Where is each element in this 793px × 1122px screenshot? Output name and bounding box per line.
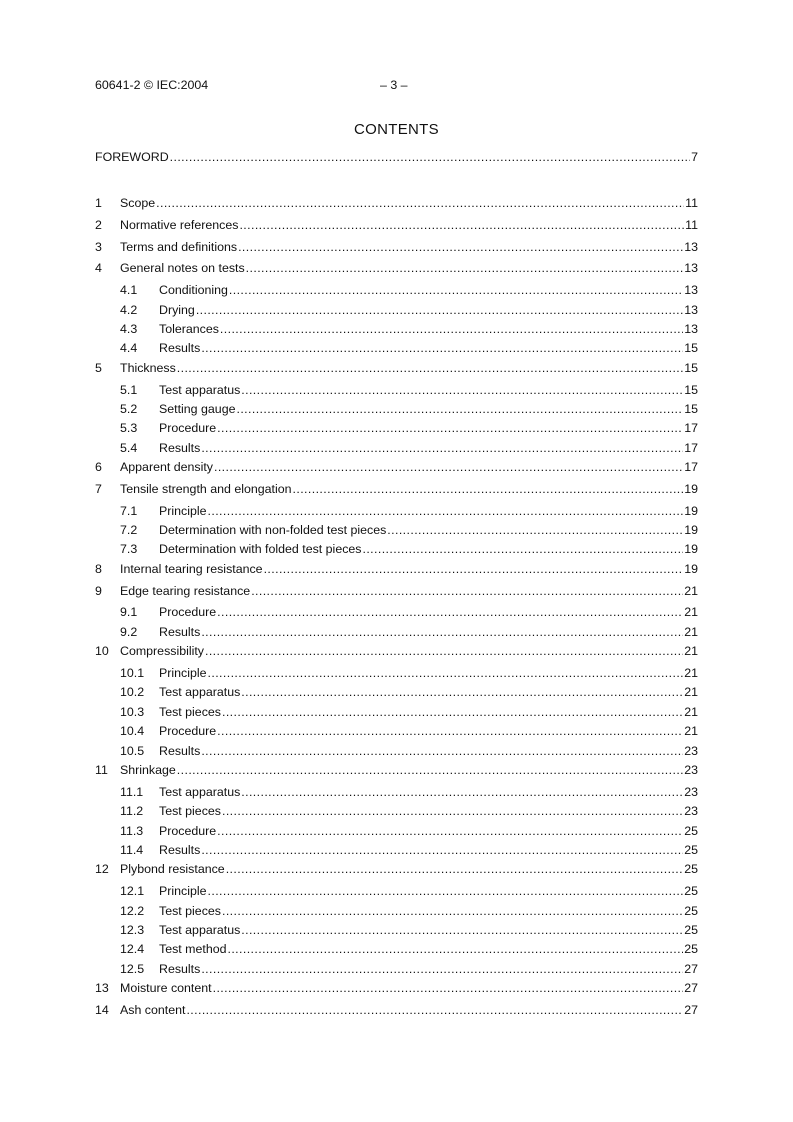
- toc-entry-title: Results: [159, 440, 201, 455]
- toc-entry[interactable]: [95, 1003, 698, 1025]
- toc-entry[interactable]: [95, 402, 698, 421]
- toc-entry-title: Tensile strength and elongation: [120, 481, 292, 496]
- toc-entry-page: 21: [684, 724, 698, 739]
- toc-entry-page: 23: [684, 784, 698, 799]
- dot-leader: [201, 441, 683, 456]
- dot-leader: [208, 504, 684, 519]
- toc-entry[interactable]: [95, 482, 698, 504]
- toc-entry[interactable]: [95, 218, 698, 240]
- toc-entry[interactable]: [95, 862, 698, 884]
- toc-entry[interactable]: [95, 884, 698, 903]
- dot-leader: [213, 981, 684, 996]
- toc-entry-title: Compressibility: [120, 644, 204, 659]
- toc-entry-title: Tolerances: [159, 321, 219, 336]
- dot-leader: [201, 744, 683, 759]
- toc-entry[interactable]: [95, 981, 698, 1003]
- toc-entry-number: 12.4: [120, 942, 145, 957]
- toc-entry-page: 25: [684, 823, 698, 838]
- toc-entry[interactable]: [95, 542, 698, 561]
- dot-leader: [201, 962, 683, 977]
- toc-entry-page: 21: [684, 583, 698, 598]
- toc-entry-number: 1: [95, 196, 102, 210]
- toc-entry-number: 2: [95, 217, 102, 232]
- contents-title: CONTENTS: [354, 121, 439, 138]
- toc-entry-page: 19: [684, 481, 698, 496]
- dot-leader: [201, 843, 683, 858]
- toc-entry-page: 17: [684, 460, 698, 475]
- dot-leader: [238, 240, 683, 255]
- toc-entry-title: Results: [159, 341, 201, 356]
- toc-entry-number: 5.2: [120, 401, 138, 416]
- toc-entry-number: 10.2: [120, 685, 145, 700]
- toc-entry-title: FOREWORD: [95, 150, 169, 164]
- toc-entry-title: Apparent density: [120, 460, 213, 475]
- toc-entry-number: 4.4: [120, 341, 138, 356]
- dot-leader: [201, 625, 683, 640]
- toc-entry-page: 21: [684, 644, 698, 659]
- toc-entry-title: Scope: [120, 196, 156, 210]
- dot-leader: [220, 322, 683, 337]
- toc-entry-title: Shrinkage: [120, 763, 176, 777]
- document-id: 60641-2 © IEC:2004: [95, 78, 209, 92]
- dot-leader: [222, 804, 683, 819]
- toc-entry[interactable]: [95, 441, 698, 460]
- toc-entry-page: 19: [684, 542, 698, 557]
- dot-leader: [208, 884, 684, 899]
- toc-entry-number: 7: [95, 481, 102, 496]
- dot-leader: [236, 402, 683, 417]
- toc-entry-title: Edge tearing resistance: [120, 583, 251, 598]
- dot-leader: [241, 923, 683, 938]
- toc-entry[interactable]: [95, 322, 698, 341]
- dot-leader: [201, 341, 683, 356]
- toc-entry-page: 25: [684, 903, 698, 918]
- dot-leader: [186, 1003, 683, 1018]
- toc-entry[interactable]: [95, 523, 698, 542]
- toc-entry-number: 5.1: [120, 382, 138, 397]
- toc-entry-title: Test method: [159, 942, 227, 957]
- toc-entry[interactable]: [95, 685, 698, 704]
- dot-leader: [170, 150, 690, 165]
- toc-entry-page: 21: [684, 685, 698, 700]
- toc-entry[interactable]: [95, 763, 698, 785]
- toc-entry-number: 11.3: [120, 823, 144, 838]
- toc-entry-page: 11: [685, 217, 698, 232]
- toc-entry[interactable]: [95, 705, 698, 724]
- toc-entry[interactable]: [95, 240, 698, 262]
- dot-leader: [387, 523, 683, 538]
- dot-leader: [217, 724, 683, 739]
- toc-entry-title: General notes on tests: [120, 261, 245, 276]
- toc-entry[interactable]: [95, 584, 698, 606]
- toc-entry-page: 21: [684, 704, 698, 719]
- toc-entry-number: 12.2: [120, 903, 145, 918]
- dot-leader: [205, 644, 683, 659]
- toc-entry-title: Determination with folded test pieces: [159, 542, 362, 557]
- toc-entry-number: 5: [95, 360, 102, 375]
- toc-entry-number: 11.1: [120, 784, 144, 799]
- dot-leader: [222, 705, 683, 720]
- toc-entry-title: Results: [159, 961, 201, 976]
- toc-entry-title: Moisture content: [120, 981, 212, 996]
- toc-entry-number: 9.2: [120, 624, 138, 639]
- toc-entry[interactable]: [95, 383, 698, 402]
- toc-entry-page: 25: [684, 842, 698, 857]
- toc-entry-number: 11.4: [120, 842, 144, 857]
- toc-entry-title: Procedure: [159, 724, 217, 739]
- toc-entry-page: 23: [684, 763, 698, 777]
- toc-entry-title: Principle: [159, 884, 207, 899]
- dot-leader: [241, 685, 683, 700]
- toc-entry-page: 7: [691, 150, 698, 164]
- toc-entry-title: Ash content: [120, 1002, 186, 1017]
- toc-entry-title: Test apparatus: [159, 784, 241, 799]
- dot-leader: [177, 763, 683, 778]
- toc-entry-title: Test pieces: [159, 704, 221, 719]
- toc-entry-title: Results: [159, 743, 201, 758]
- dot-leader: [226, 862, 684, 877]
- toc-entry-page: 13: [684, 239, 698, 254]
- toc-entry-page: 17: [684, 421, 698, 436]
- toc-entry-number: 10.5: [120, 743, 145, 758]
- dot-leader: [156, 196, 684, 211]
- toc-entry-page: 21: [684, 666, 698, 681]
- toc-entry[interactable]: [95, 562, 698, 584]
- toc-entry-page: 15: [684, 401, 698, 416]
- toc-entry-page: 25: [684, 884, 698, 899]
- toc-entry-page: 27: [684, 1002, 698, 1017]
- toc-entry-title: Internal tearing resistance: [120, 561, 263, 576]
- toc-entry-number: 4.2: [120, 302, 138, 317]
- dot-leader: [228, 942, 684, 957]
- toc-entry[interactable]: [95, 625, 698, 644]
- toc-entry-number: 8: [95, 561, 102, 576]
- dot-leader: [241, 785, 683, 800]
- dot-leader: [196, 303, 683, 318]
- toc-entry-page: 23: [684, 743, 698, 758]
- toc-entry-page: 15: [684, 360, 698, 375]
- dot-leader: [229, 283, 683, 298]
- toc-entry-page: 27: [684, 981, 698, 996]
- toc-entry-page: 17: [684, 440, 698, 455]
- toc-entry-page: 13: [684, 302, 698, 317]
- toc-entry[interactable]: [95, 666, 698, 685]
- toc-entry-number: 10: [95, 644, 109, 659]
- toc-entry-title: Test apparatus: [159, 382, 241, 397]
- toc-entry[interactable]: [95, 824, 698, 843]
- toc-entry-title: Normative references: [120, 217, 239, 232]
- toc-entry-number: 10.4: [120, 724, 145, 739]
- dot-leader: [222, 904, 683, 919]
- toc-entry[interactable]: [95, 261, 698, 283]
- toc-entry-title: Conditioning: [159, 283, 228, 298]
- toc-entry-page: 13: [684, 321, 698, 336]
- toc-entry-number: 5.3: [120, 421, 138, 436]
- toc-entry-page: 25: [684, 942, 698, 957]
- toc-entry-number: 12.3: [120, 922, 145, 937]
- toc-entry-title: Procedure: [159, 421, 217, 436]
- dot-leader: [251, 584, 683, 599]
- toc-entry[interactable]: [95, 504, 698, 523]
- dot-leader: [217, 421, 683, 436]
- toc-entry-title: Test apparatus: [159, 922, 241, 937]
- toc-entry-number: 3: [95, 239, 102, 254]
- toc-entry[interactable]: [95, 962, 698, 981]
- dot-leader: [217, 824, 683, 839]
- toc-entry[interactable]: [95, 605, 698, 624]
- toc-entry[interactable]: [95, 421, 698, 440]
- toc-entry-number: 10.3: [120, 704, 145, 719]
- toc-entry[interactable]: [95, 843, 698, 862]
- toc-entry-page: 23: [684, 804, 698, 819]
- toc-entry[interactable]: [95, 460, 698, 482]
- toc-entry[interactable]: [95, 283, 698, 302]
- toc-entry[interactable]: [95, 644, 698, 666]
- toc-entry-number: 12: [95, 862, 109, 877]
- toc-entry-number: 11: [95, 763, 108, 777]
- dot-leader: [241, 383, 683, 398]
- toc-entry-title: Plybond resistance: [120, 862, 225, 877]
- toc-entry-title: Procedure: [159, 605, 217, 620]
- toc-entry-number: 7.2: [120, 523, 138, 538]
- dot-leader: [177, 361, 683, 376]
- dot-leader: [293, 482, 684, 497]
- toc-entry[interactable]: [95, 744, 698, 763]
- toc-entry-title: Terms and definitions: [120, 239, 238, 254]
- toc-entry[interactable]: [95, 904, 698, 923]
- dot-leader: [217, 605, 683, 620]
- toc-entry-foreword[interactable]: [95, 150, 698, 165]
- toc-entry[interactable]: [95, 196, 698, 218]
- toc-entry-title: Principle: [159, 666, 207, 681]
- toc-entry-page: 25: [684, 862, 698, 877]
- toc-entry-title: Test pieces: [159, 804, 221, 819]
- toc-entry[interactable]: [95, 361, 698, 383]
- toc-entry-number: 12.1: [120, 884, 145, 899]
- toc-entry[interactable]: [95, 942, 698, 961]
- toc-entry-title: Setting gauge: [159, 401, 236, 416]
- toc-entry-page: 19: [684, 561, 698, 576]
- toc-entry[interactable]: [95, 724, 698, 743]
- toc-entry[interactable]: [95, 923, 698, 942]
- toc-entry-page: 13: [684, 283, 698, 298]
- toc-entry-page: 11: [685, 196, 698, 210]
- dot-leader: [214, 460, 683, 475]
- toc-entry-page: 15: [684, 382, 698, 397]
- toc-entry[interactable]: [95, 804, 698, 823]
- toc-entry[interactable]: [95, 341, 698, 360]
- toc-entry-number: 4.3: [120, 321, 138, 336]
- toc-entry-number: 4: [95, 261, 102, 276]
- toc-entry-number: 7.1: [120, 503, 138, 518]
- toc-entry-page: 21: [684, 624, 698, 639]
- toc-entry-title: Principle: [159, 503, 207, 518]
- toc-entry-title: Thickness: [120, 360, 176, 375]
- toc-entry[interactable]: [95, 303, 698, 322]
- toc-entry-title: Drying: [159, 302, 195, 317]
- toc-entry-title: Results: [159, 842, 201, 857]
- toc-entry[interactable]: [95, 785, 698, 804]
- dot-leader: [246, 261, 684, 276]
- toc-entry-number: 9: [95, 583, 102, 598]
- toc-entry-page: 21: [684, 605, 698, 620]
- toc-entry-number: 4.1: [120, 283, 138, 298]
- page-number: – 3 –: [380, 78, 408, 92]
- toc-entry-title: Determination with non-folded test pieces: [159, 523, 387, 538]
- toc-entry-title: Results: [159, 624, 201, 639]
- toc-entry-page: 13: [684, 261, 698, 276]
- toc-entry-number: 12.5: [120, 961, 145, 976]
- toc-entry-number: 10.1: [120, 666, 145, 681]
- toc-entry-title: Test pieces: [159, 903, 221, 918]
- toc-entry-number: 7.3: [120, 542, 138, 557]
- toc-entry-title: Test apparatus: [159, 685, 241, 700]
- table-of-contents: [95, 196, 698, 1025]
- toc-entry-number: 13: [95, 981, 109, 996]
- toc-entry-page: 19: [684, 523, 698, 538]
- dot-leader: [208, 666, 684, 681]
- toc-entry-page: 25: [684, 922, 698, 937]
- toc-entry-number: 5.4: [120, 440, 138, 455]
- toc-entry-title: Procedure: [159, 823, 217, 838]
- toc-entry-number: 6: [95, 460, 102, 475]
- toc-entry-page: 19: [684, 503, 698, 518]
- toc-entry-page: 15: [684, 341, 698, 356]
- toc-entry-number: 11.2: [120, 804, 144, 819]
- toc-entry-number: 9.1: [120, 605, 138, 620]
- dot-leader: [239, 218, 684, 233]
- dot-leader: [363, 542, 684, 557]
- toc-entry-number: 14: [95, 1002, 109, 1017]
- dot-leader: [264, 562, 684, 577]
- toc-entry-page: 27: [684, 961, 698, 976]
